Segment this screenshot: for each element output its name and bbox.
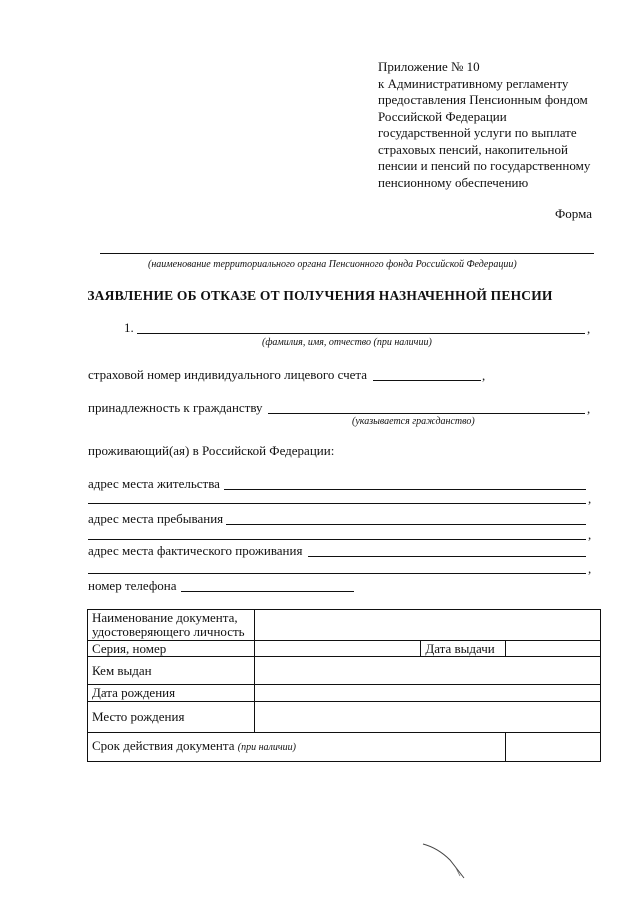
- table-row: [88, 733, 601, 762]
- address-stay-label: адрес места пребывания: [88, 511, 224, 526]
- table-row: [88, 641, 601, 657]
- address-stay-field-line2[interactable]: [88, 539, 586, 540]
- comma: ,: [587, 321, 591, 336]
- table-row: [88, 685, 601, 702]
- item-number: 1.: [124, 320, 134, 335]
- address-actual-field[interactable]: [308, 556, 586, 557]
- validity-input[interactable]: [506, 733, 601, 762]
- comma: ,: [588, 527, 592, 542]
- comma: ,: [482, 368, 486, 383]
- validity-cell: [88, 733, 506, 762]
- phone-label: номер телефона: [88, 578, 177, 593]
- residing-label: проживающий(ая) в Российской Федерации:: [88, 443, 335, 458]
- validity-hint: (при наличии): [237, 742, 297, 753]
- scan-mark-icon: [420, 838, 470, 888]
- address-stay-field[interactable]: [226, 524, 586, 525]
- birth-date-label: Дата рождения: [88, 685, 255, 702]
- annex-line: Приложение № 10: [378, 59, 480, 74]
- annex-line: пенсионному обеспечению: [378, 174, 529, 190]
- annex-line: пенсии и пенсий по государственному: [378, 158, 591, 173]
- address-residence-field-line2[interactable]: [88, 503, 586, 504]
- annex-line: Российской Федерации: [378, 108, 507, 124]
- organ-name-hint: (наименование территориального органа Пенсионного фонда Российской Федерации): [148, 259, 517, 270]
- fio-hint: (фамилия, имя, отчество (при наличии): [262, 337, 432, 348]
- birth-place-input[interactable]: [254, 702, 600, 733]
- issue-date-label: Дата выдачи: [421, 641, 506, 657]
- phone-field[interactable]: [181, 591, 354, 592]
- table-row: [88, 702, 601, 733]
- birth-date-input[interactable]: [254, 685, 600, 702]
- address-residence-label: адрес места жительства: [88, 476, 220, 491]
- address-residence-field[interactable]: [224, 489, 586, 490]
- series-label: Серия, номер: [88, 641, 255, 657]
- issued-by-input[interactable]: [254, 657, 600, 685]
- form-label: Форма: [555, 206, 592, 221]
- series-input[interactable]: [254, 641, 421, 657]
- comma: ,: [588, 561, 592, 576]
- comma: ,: [588, 491, 592, 506]
- doc-name-input[interactable]: [254, 610, 600, 641]
- address-actual-label: адрес места фактического проживания: [88, 543, 303, 558]
- comma: ,: [587, 401, 591, 416]
- address-actual-field-line2[interactable]: [88, 573, 586, 574]
- annex-header: [378, 59, 618, 191]
- issue-date-input[interactable]: [506, 641, 601, 657]
- issued-by-label: Кем выдан: [88, 657, 255, 685]
- snils-label: страховой номер индивидуального лицевого счета: [88, 367, 368, 382]
- annex-line: к Административному регламенту: [378, 75, 569, 91]
- annex-line: предоставления Пенсионным фондом: [378, 92, 588, 107]
- annex-line: государственной услуги по выплате: [378, 125, 577, 140]
- table-row: [88, 610, 601, 641]
- fio-field[interactable]: [137, 333, 585, 334]
- organ-name-field[interactable]: [100, 253, 594, 254]
- table-row: [88, 657, 601, 685]
- validity-label: Срок действия документа: [92, 738, 235, 753]
- birth-place-label: Место рождения: [88, 702, 255, 733]
- annex-line: страховых пенсий, накопительной: [378, 141, 568, 157]
- snils-field[interactable]: [373, 380, 481, 381]
- citizenship-field[interactable]: [268, 413, 585, 414]
- doc-name-label: Наименование документа, удостоверяющего личность: [88, 610, 255, 641]
- citizenship-hint: (указывается гражданство): [352, 416, 475, 427]
- citizenship-label: принадлежность к гражданству: [88, 400, 263, 415]
- identity-document-table: [87, 609, 601, 762]
- page-title: ЗАЯВЛЕНИЕ ОБ ОТКАЗЕ ОТ ПОЛУЧЕНИЯ НАЗНАЧЕННОЙ ПЕНСИИ: [87, 288, 553, 303]
